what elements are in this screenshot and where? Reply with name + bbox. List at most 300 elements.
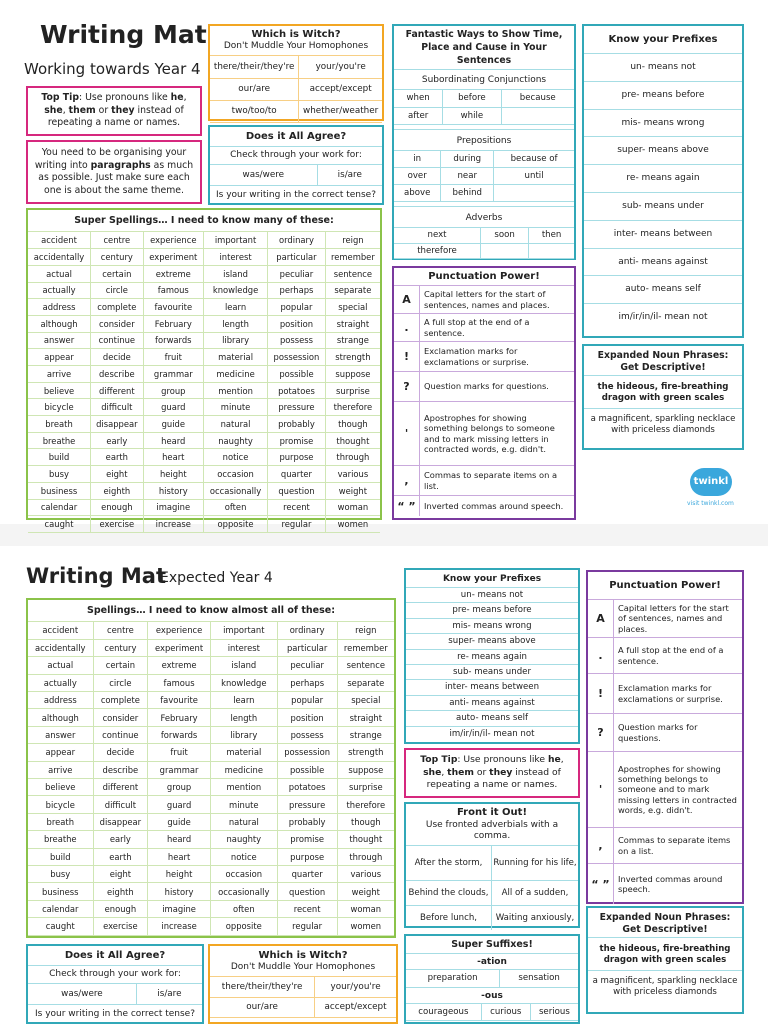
- table-cell: actual: [28, 657, 93, 674]
- suffixes-title: Super Suffixes!: [406, 936, 578, 954]
- table-cell: two/too/to: [210, 100, 299, 122]
- punctuation-symbol: “ ”: [394, 496, 420, 516]
- table-cell: strange: [325, 332, 380, 349]
- punctuation-text: A full stop at the end of a sentence.: [424, 317, 530, 338]
- table-row: [28, 232, 380, 249]
- table-cell: important: [203, 232, 267, 249]
- table-cell: possession: [268, 349, 326, 366]
- prefix-item: inter- means between: [406, 680, 578, 695]
- suffix-ous: -ous: [406, 988, 578, 1004]
- table-cell: natural: [210, 813, 277, 830]
- table-cell: often: [210, 900, 277, 917]
- table-cell: appear: [28, 349, 91, 366]
- table-cell: disappear: [91, 416, 144, 433]
- paragraph-tip-box: You need to be organising your writing into paragraphs as much as possible. Just make sure each one is about the same theme.: [26, 140, 202, 204]
- table-cell: extreme: [143, 265, 203, 282]
- punctuation-row: [394, 314, 574, 342]
- punctuation-row: [588, 714, 742, 752]
- homophones-table-2: [210, 977, 396, 1018]
- spellings-table-2: [28, 622, 394, 936]
- fronted-adverbial: Waiting anxiously,: [495, 913, 575, 923]
- table-cell: [494, 185, 574, 202]
- table-cell: guide: [143, 416, 203, 433]
- table-cell: quarter: [268, 466, 326, 483]
- table-row: [28, 399, 380, 416]
- table-cell: position: [277, 709, 337, 726]
- table-cell: possible: [268, 366, 326, 383]
- punctuation-row: [394, 342, 574, 372]
- table-cell: accidentally: [28, 249, 91, 266]
- table-row: [28, 639, 394, 656]
- top-tip-box-2: Top Tip: Use pronouns like he, she, them or they instead of repeating a name or names.: [404, 748, 580, 798]
- table-row: [210, 56, 382, 78]
- table-cell: regular: [268, 516, 326, 533]
- page-title: Writing Mat: [40, 20, 207, 49]
- table-cell: strange: [337, 726, 394, 743]
- punctuation-row: [394, 496, 574, 516]
- adverbs-table: [394, 228, 574, 259]
- table-cell: interest: [210, 639, 277, 656]
- table-cell: purpose: [277, 848, 337, 865]
- table-row: [28, 516, 380, 533]
- table-cell: position: [268, 315, 326, 332]
- table-cell: women: [337, 918, 394, 935]
- punctuation-row: [394, 402, 574, 466]
- table-cell: possess: [277, 726, 337, 743]
- table-cell: near: [441, 168, 494, 185]
- table-cell: century: [93, 639, 148, 656]
- suffix-ation-table: [406, 970, 578, 988]
- table-cell: your/you're: [315, 977, 396, 997]
- table-cell: is/are: [317, 165, 382, 185]
- table-row: [28, 900, 394, 917]
- table-row: [28, 848, 394, 865]
- table-cell: height: [148, 865, 211, 882]
- table-cell: minute: [210, 796, 277, 813]
- prefix-item: inter- means between: [584, 221, 742, 249]
- table-row: [28, 744, 394, 761]
- table-cell: bicycle: [28, 796, 93, 813]
- table-row: [28, 796, 394, 813]
- table-cell: length: [203, 315, 267, 332]
- table-cell: actually: [28, 282, 91, 299]
- table-cell: eight: [91, 466, 144, 483]
- table-row: [394, 151, 574, 168]
- table-row: [394, 107, 574, 124]
- table-cell: notice: [210, 848, 277, 865]
- table-cell: sentence: [325, 265, 380, 282]
- table-row: [28, 674, 394, 691]
- punctuation-row: [588, 638, 742, 674]
- spellings-box-2: [26, 598, 396, 938]
- table-cell: various: [325, 466, 380, 483]
- prefix-item: re- means again: [584, 165, 742, 193]
- table-cell: February: [143, 315, 203, 332]
- punctuation-row: [588, 864, 742, 904]
- table-cell: circle: [93, 674, 148, 691]
- prefix-item: pre- means before: [406, 603, 578, 618]
- table-cell: build: [28, 848, 93, 865]
- table-cell: suppose: [337, 761, 394, 778]
- noun-phrase-example-2: a magnificent, sparkling necklace with priceless diamonds: [590, 414, 736, 435]
- table-cell: describe: [93, 761, 148, 778]
- homophones-box: [208, 24, 384, 121]
- table-cell: weight: [337, 883, 394, 900]
- table-cell: early: [91, 432, 144, 449]
- table-row: [394, 168, 574, 185]
- table-cell: mention: [210, 779, 277, 796]
- table-row: [28, 726, 394, 743]
- table-row: [28, 382, 380, 399]
- table-cell: perhaps: [268, 282, 326, 299]
- punctuation-symbol: “ ”: [588, 864, 614, 904]
- table-cell: [501, 107, 574, 124]
- table-cell: length: [210, 709, 277, 726]
- prefix-item: mis- means wrong: [406, 619, 578, 634]
- homophones-title: Which is Witch?: [251, 29, 341, 40]
- table-cell: reign: [337, 622, 394, 639]
- table-cell: weight: [325, 482, 380, 499]
- fronted-adverbial: Before lunch,: [406, 906, 492, 930]
- table-row: [28, 366, 380, 383]
- table-cell: famous: [148, 674, 211, 691]
- table-cell: possession: [277, 744, 337, 761]
- spellings-box: [26, 208, 382, 530]
- table-cell: consider: [91, 315, 144, 332]
- table-cell: fruit: [148, 744, 211, 761]
- table-cell: actually: [28, 674, 93, 691]
- fronted-adverbial: After the storm,: [406, 846, 492, 880]
- fantastic-ways-box: [392, 24, 576, 260]
- table-cell: our/are: [210, 78, 299, 100]
- table-cell: history: [143, 482, 203, 499]
- table-cell: probably: [268, 416, 326, 433]
- table-cell: exercise: [91, 516, 144, 533]
- table-cell: sentence: [337, 657, 394, 674]
- punctuation-symbol: .: [394, 314, 420, 341]
- table-cell: above: [394, 185, 441, 202]
- table-cell: calendar: [28, 499, 91, 516]
- table-cell: famous: [143, 282, 203, 299]
- table-cell: knowledge: [210, 674, 277, 691]
- punctuation-text: Apostrophes for showing something belongs to someone and to mark missing letters in contracted words, e.g. didn't.: [424, 413, 555, 454]
- table-cell: there/their/they're: [210, 977, 315, 997]
- twinkl-logo: twinkl: [690, 468, 732, 496]
- table-cell: heart: [143, 449, 203, 466]
- spellings-title: Super Spellings… I need to know many of these:: [28, 210, 380, 232]
- table-row: [28, 622, 394, 639]
- homophones-table: [210, 56, 382, 123]
- table-cell: imagine: [143, 499, 203, 516]
- punctuation-text: Inverted commas around speech.: [618, 873, 723, 894]
- table-cell: earth: [93, 848, 148, 865]
- prepositions-title: Prepositions: [394, 129, 574, 151]
- table-row: [28, 692, 394, 709]
- punctuation-list-2: [588, 600, 742, 904]
- table-cell: decide: [93, 744, 148, 761]
- table-cell: enough: [91, 499, 144, 516]
- table-cell: reign: [325, 232, 380, 249]
- table-cell: our/are: [210, 997, 315, 1017]
- table-cell: promise: [268, 432, 326, 449]
- table-row: [394, 243, 574, 258]
- table-row: [28, 831, 394, 848]
- prefixes-title-2: Know your Prefixes: [406, 570, 578, 588]
- table-cell: arrive: [28, 366, 91, 383]
- table-cell: heard: [148, 831, 211, 848]
- page-title-2: Writing Mat: [26, 564, 166, 588]
- table-cell: occasionally: [210, 883, 277, 900]
- table-cell: then: [529, 228, 574, 243]
- table-cell: accept/except: [315, 997, 396, 1017]
- fronted-adverbial: Running for his life,: [493, 858, 577, 868]
- table-cell: increase: [148, 918, 211, 935]
- table-cell: disappear: [93, 813, 148, 830]
- table-cell: until: [494, 168, 574, 185]
- table-cell: potatoes: [277, 779, 337, 796]
- agree-table-2: [28, 984, 202, 1005]
- table-cell: business: [28, 883, 93, 900]
- table-cell: potatoes: [268, 382, 326, 399]
- table-cell: pressure: [277, 796, 337, 813]
- noun-phrase-example-1: the hideous, fire-breathing dragon with green scales: [584, 376, 742, 409]
- table-cell: remember: [325, 249, 380, 266]
- table-cell: separate: [337, 674, 394, 691]
- table-row: [28, 482, 380, 499]
- table-row: [210, 78, 382, 100]
- table-cell: during: [441, 151, 494, 168]
- table-cell: recent: [277, 900, 337, 917]
- writing-mat-bottom: [0, 546, 768, 1024]
- table-cell: forwards: [148, 726, 211, 743]
- table-cell: therefore: [325, 399, 380, 416]
- agree-line: Check through your work for:: [210, 147, 382, 165]
- homophones-subtitle: Don't Muddle Your Homophones: [210, 41, 382, 56]
- table-cell: answer: [28, 726, 93, 743]
- table-cell: curious: [481, 1004, 530, 1021]
- table-row: [28, 416, 380, 433]
- table-cell: although: [28, 315, 91, 332]
- table-cell: surprise: [325, 382, 380, 399]
- punctuation-symbol: ': [394, 402, 420, 465]
- punctuation-row: [394, 466, 574, 496]
- prefix-item: un- means not: [406, 588, 578, 603]
- fronted-adverbial: All of a sudden,: [501, 888, 569, 898]
- prefixes-box-2: [404, 568, 580, 744]
- table-cell: various: [337, 865, 394, 882]
- table-cell: pressure: [268, 399, 326, 416]
- table-cell: notice: [203, 449, 267, 466]
- table-cell: particular: [277, 639, 337, 656]
- table-cell: strength: [337, 744, 394, 761]
- punctuation-box: [392, 266, 576, 520]
- punctuation-text: Inverted commas around speech.: [424, 500, 564, 511]
- table-cell: because: [501, 90, 574, 107]
- table-cell: women: [325, 516, 380, 533]
- agree-line-2: Check through your work for:: [28, 966, 202, 984]
- table-cell: before: [443, 90, 501, 107]
- punctuation-text: Question marks for questions.: [618, 722, 698, 743]
- punctuation-row: [588, 752, 742, 828]
- table-row: [28, 249, 380, 266]
- table-cell: naughty: [210, 831, 277, 848]
- table-cell: special: [325, 299, 380, 316]
- table-cell: question: [268, 482, 326, 499]
- punctuation-symbol: .: [588, 638, 614, 673]
- table-cell: popular: [268, 299, 326, 316]
- prefix-item: sub- means under: [584, 193, 742, 221]
- table-cell: busy: [28, 466, 91, 483]
- table-cell: history: [148, 883, 211, 900]
- table-cell: there/their/they're: [210, 56, 299, 78]
- table-cell: complete: [91, 299, 144, 316]
- table-cell: height: [143, 466, 203, 483]
- table-cell: after: [394, 107, 443, 124]
- punctuation-title-2: Punctuation Power!: [588, 572, 742, 600]
- table-cell: interest: [203, 249, 267, 266]
- prefixes-box: [582, 24, 744, 338]
- prefix-item: auto- means self: [406, 711, 578, 726]
- punctuation-text: Commas to separate items on a list.: [424, 470, 558, 491]
- table-cell: earth: [91, 449, 144, 466]
- table-cell: favourite: [143, 299, 203, 316]
- homophones-box-2: [208, 944, 398, 1024]
- table-row: [28, 657, 394, 674]
- table-cell: believe: [28, 382, 91, 399]
- table-cell: perhaps: [277, 674, 337, 691]
- punctuation-list: [394, 286, 574, 516]
- table-row: [28, 883, 394, 900]
- table-row: [28, 432, 380, 449]
- front-it-out-title: Front it Out!: [456, 807, 528, 818]
- adverbs-title: Adverbs: [394, 206, 574, 228]
- table-cell: centre: [91, 232, 144, 249]
- table-cell: experiment: [143, 249, 203, 266]
- table-cell: island: [210, 657, 277, 674]
- table-cell: opposite: [203, 516, 267, 533]
- table-cell: straight: [337, 709, 394, 726]
- table-cell: peculiar: [277, 657, 337, 674]
- table-cell: busy: [28, 865, 93, 882]
- table-cell: suppose: [325, 366, 380, 383]
- table-cell: mention: [203, 382, 267, 399]
- table-cell: accept/except: [299, 78, 382, 100]
- table-cell: because of: [494, 151, 574, 168]
- table-cell: arrive: [28, 761, 93, 778]
- table-cell: through: [325, 449, 380, 466]
- table-cell: occasion: [203, 466, 267, 483]
- fantastic-ways-title: Fantastic Ways to Show Time, Place and Cause in Your Sentences: [394, 26, 574, 70]
- punctuation-symbol: ,: [394, 466, 420, 495]
- table-cell: caught: [28, 918, 93, 935]
- table-cell: heard: [143, 432, 203, 449]
- table-cell: experiment: [148, 639, 211, 656]
- punctuation-text: Question marks for questions.: [424, 381, 549, 392]
- homophones-subtitle-2: Don't Muddle Your Homophones: [210, 962, 396, 977]
- table-cell: accident: [28, 232, 91, 249]
- suffixes-box: [404, 934, 580, 1024]
- suffix-ation: -ation: [406, 954, 578, 970]
- agree-title-2: Does it All Agree?: [28, 946, 202, 966]
- punctuation-row: [588, 600, 742, 638]
- table-cell: accidentally: [28, 639, 93, 656]
- table-row: [406, 970, 578, 987]
- table-cell: courageous: [406, 1004, 481, 1021]
- table-cell: bicycle: [28, 399, 91, 416]
- table-cell: preparation: [406, 970, 500, 987]
- table-cell: learn: [203, 299, 267, 316]
- table-cell: circle: [91, 282, 144, 299]
- front-it-out-row: [406, 906, 578, 930]
- table-cell: complete: [93, 692, 148, 709]
- table-cell: guard: [143, 399, 203, 416]
- table-cell: natural: [203, 416, 267, 433]
- table-cell: while: [443, 107, 501, 124]
- table-cell: remember: [337, 639, 394, 656]
- table-row: [28, 779, 394, 796]
- punctuation-row: [394, 286, 574, 314]
- table-cell: over: [394, 168, 441, 185]
- table-cell: fruit: [143, 349, 203, 366]
- table-cell: business: [28, 482, 91, 499]
- table-cell: guide: [148, 813, 211, 830]
- noun-phrases-box: [582, 344, 744, 450]
- table-cell: although: [28, 709, 93, 726]
- table-cell: enough: [93, 900, 148, 917]
- table-cell: whether/weather: [299, 100, 382, 122]
- table-cell: though: [325, 416, 380, 433]
- prefixes-title: Know your Prefixes: [584, 26, 742, 54]
- table-cell: material: [210, 744, 277, 761]
- table-row: [28, 499, 380, 516]
- table-cell: experience: [148, 622, 211, 639]
- table-cell: library: [203, 332, 267, 349]
- top-tip-box: Top Tip: Use pronouns like he, she, them or they instead of repeating a name or names.: [26, 86, 202, 136]
- table-row: [28, 918, 394, 935]
- spellings-table: [28, 232, 380, 533]
- table-row: [28, 466, 380, 483]
- punctuation-box-2: [586, 570, 744, 904]
- table-cell: build: [28, 449, 91, 466]
- table-cell: difficult: [91, 399, 144, 416]
- agree-table: [210, 165, 382, 186]
- punctuation-text: Exclamation marks for exclamations or surprise.: [618, 683, 723, 704]
- table-cell: possess: [268, 332, 326, 349]
- punctuation-symbol: A: [588, 600, 614, 637]
- table-cell: through: [337, 848, 394, 865]
- table-cell: medicine: [210, 761, 277, 778]
- front-it-out-grid: [406, 845, 578, 930]
- front-it-out-row: [406, 881, 578, 906]
- table-cell: decide: [91, 349, 144, 366]
- table-cell: was/were: [28, 984, 136, 1004]
- prefix-item: auto- means self: [584, 276, 742, 304]
- punctuation-row: [394, 372, 574, 402]
- table-row: [210, 100, 382, 122]
- prefix-item: anti- means against: [584, 249, 742, 277]
- table-cell: peculiar: [268, 265, 326, 282]
- table-cell: centre: [93, 622, 148, 639]
- fronted-adverbial: Behind the clouds,: [406, 881, 492, 905]
- punctuation-symbol: ,: [588, 828, 614, 863]
- table-cell: opposite: [210, 918, 277, 935]
- punctuation-text: Capital letters for the start of sentences, names and places.: [424, 289, 550, 310]
- table-cell: particular: [268, 249, 326, 266]
- table-cell: your/you're: [299, 56, 382, 78]
- agree-box-2: [26, 944, 204, 1024]
- table-cell: medicine: [203, 366, 267, 383]
- table-cell: ordinary: [268, 232, 326, 249]
